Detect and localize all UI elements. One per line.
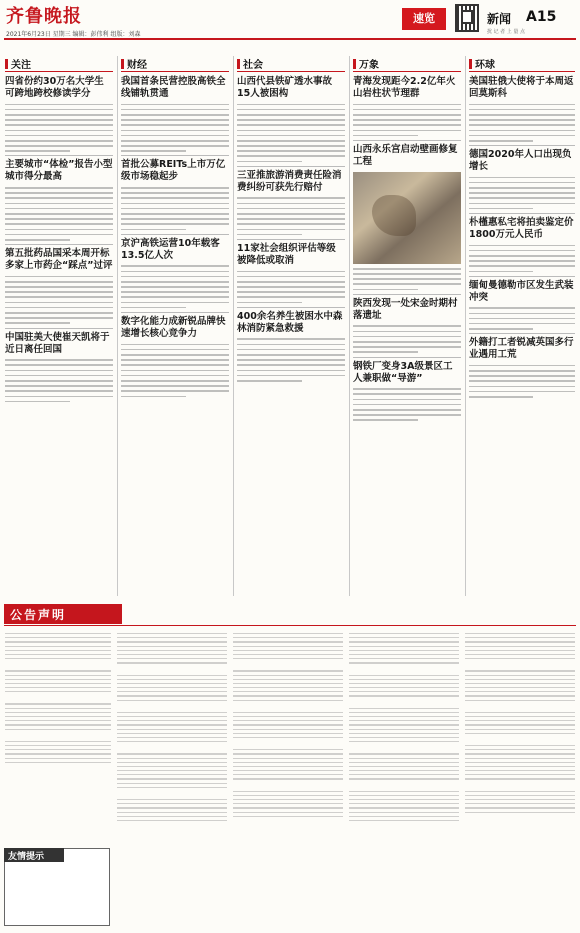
notice-rule	[4, 625, 576, 626]
qr-code-icon	[455, 4, 479, 32]
headline[interactable]: 京沪高铁运营10年载客13.5亿人次	[121, 237, 220, 261]
headline[interactable]: 主要城市“体检”报告小型城市得分最高	[5, 159, 113, 183]
column-huanqiu	[469, 56, 575, 401]
column-title: 环球	[475, 60, 495, 71]
column-divider	[233, 56, 234, 596]
column-guanzhu	[5, 56, 113, 406]
article-body	[353, 325, 461, 353]
article-body	[469, 177, 575, 210]
article-body	[121, 104, 229, 152]
headline[interactable]: 缅甸曼德勒市区发生武装冲突	[469, 279, 574, 303]
article-body	[353, 104, 461, 137]
column-header	[5, 56, 113, 72]
article-body	[469, 307, 575, 329]
column-title: 万象	[359, 60, 379, 71]
column-header	[353, 56, 461, 72]
article-body	[353, 388, 461, 421]
masthead	[0, 0, 580, 40]
page-number: A15	[526, 9, 557, 25]
headline[interactable]: 陕西发现一处宋金时期村落遗址	[353, 297, 458, 321]
column-caijing	[121, 56, 229, 401]
column-divider	[117, 56, 118, 596]
headline[interactable]: 青海发现距今2.2亿年火山岩柱状节理群	[353, 76, 456, 99]
headline[interactable]: 山西永乐宫启动壁画修复工程	[353, 143, 458, 167]
headline[interactable]: 山西代县铁矿透水事故15人被困构	[237, 76, 333, 99]
notice-column	[233, 630, 343, 925]
headline[interactable]: 数字化能力成新锐品牌快速增长核心竞争力	[121, 316, 226, 340]
headline[interactable]: 11家社会组织评估等级被降低或取消	[237, 242, 336, 266]
headline[interactable]: 外籍打工者锐减英国多行业遇用工荒	[469, 337, 574, 361]
section-name: 新闻	[487, 12, 512, 26]
article-body	[5, 276, 113, 324]
notice-column	[5, 630, 111, 844]
masthead-rule	[4, 38, 576, 40]
column-shehui	[237, 56, 345, 385]
article-body	[469, 104, 575, 142]
article-body	[353, 268, 461, 290]
article-body	[5, 187, 113, 240]
column-title: 财经	[127, 60, 147, 71]
article-body	[121, 187, 229, 230]
headline[interactable]: 三亚推旅游消费责任险消费纠纷可获先行赔付	[237, 169, 342, 193]
headline[interactable]: 400余名养生被困水中森林消防紧急救援	[237, 310, 343, 334]
article-body	[5, 104, 113, 152]
article-body	[121, 265, 229, 308]
headline[interactable]: 德国2020年人口出现负增长	[469, 149, 572, 173]
column-divider	[349, 56, 350, 596]
headline[interactable]: 首批公募REITs上市万亿级市场稳起步	[121, 159, 226, 183]
dateline: 2021年6月23日 星期三 编辑：彭伟利 组版：刘森	[6, 31, 141, 38]
notice-title: 公告声明	[10, 608, 67, 622]
mural-photo	[353, 172, 461, 264]
section-tab: 速览	[402, 8, 446, 30]
article-body	[237, 197, 345, 235]
headline[interactable]: 四省份约30万名大学生可跨地跨校修读学分	[5, 76, 104, 99]
column-divider	[465, 56, 466, 596]
headline[interactable]: 我国首条民营控股高铁全线铺轨贯通	[121, 76, 226, 99]
column-header	[469, 56, 575, 72]
column-header	[121, 56, 229, 72]
tips-title: 友情提示	[8, 852, 45, 862]
article-body	[469, 365, 575, 398]
notice-column	[117, 630, 227, 925]
notice-column	[349, 630, 459, 925]
article-body	[237, 338, 345, 381]
newspaper-logo: 齐鲁晚报	[6, 6, 82, 27]
section-subtitle: 扰 记 者 上 量 点	[487, 29, 525, 35]
column-header	[237, 56, 345, 72]
article-body	[5, 359, 113, 402]
headline[interactable]: 朴槿惠私宅将拍卖鉴定价1800万元人民币	[469, 217, 574, 240]
article-body	[121, 344, 229, 397]
article-body	[469, 245, 575, 273]
headline[interactable]: 中国驻美大使崔天凯将于近日离任回国	[5, 331, 110, 355]
column-title: 关注	[11, 60, 31, 71]
article-body	[237, 104, 345, 163]
headline[interactable]: 美国驻俄大使将于本周返回莫斯科	[469, 76, 574, 99]
column-title: 社会	[243, 60, 263, 71]
notice-column	[465, 630, 575, 925]
headline[interactable]: 第五批药品国采本周开标多家上市药企“踩点”过评	[5, 248, 113, 272]
headline[interactable]: 钢铁厂变身3A级景区工人兼职做“导游”	[353, 360, 453, 384]
article-body	[237, 271, 345, 304]
column-wanxiang	[353, 56, 461, 424]
